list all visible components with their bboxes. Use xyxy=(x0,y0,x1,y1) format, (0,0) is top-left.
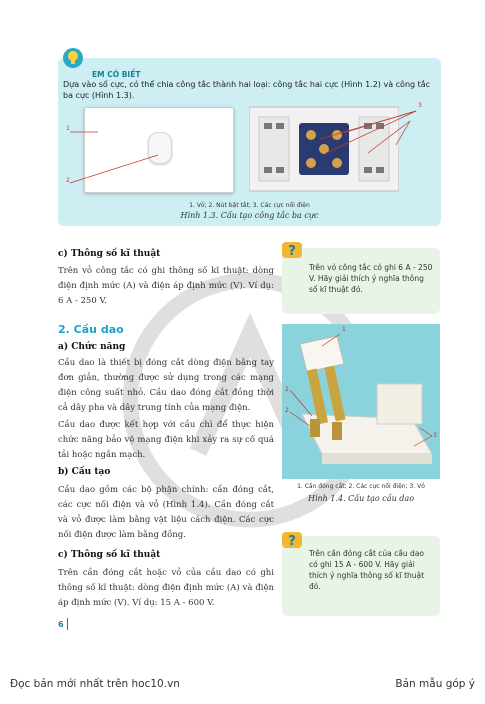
section-2-heading: 2. Cầu dao xyxy=(58,323,124,336)
section-2a-paragraph-2: Cầu dao được kết hợp với cầu chì để thực hiện chức năng bảo vệ mạng điện khi xảy ra sự cố quá tải hoặc ngắn mạch. xyxy=(58,420,274,460)
section-c1-heading: c) Thông số kĩ thuật xyxy=(58,249,161,259)
footer-right-text: Bản mẫu góp ý xyxy=(395,678,475,690)
question-icon xyxy=(282,242,302,260)
question-callout-1-text: Trên vỏ công tắc có ghi 6 A - 250 V. Hãy giải thích ý nghĩa thông số kĩ thuật đó. xyxy=(309,263,433,294)
knife-switch-photo xyxy=(282,324,440,479)
figure2-label-1: 1 xyxy=(342,326,346,333)
info-box-text: Dựa vào số cực, có thể chia công tắc thành hai loại: công tắc hai cực (Hình 1.2) và công tắc ba cực (Hình 1.3). xyxy=(63,80,431,100)
footer-left-text: Đọc bản mới nhất trên hoc10.vn xyxy=(10,678,180,690)
figure1-label-3: 3 xyxy=(418,102,422,109)
section-2c-heading: c) Thông số kĩ thuật xyxy=(58,550,161,560)
section-c1-text: Trên vỏ công tắc có ghi thông số kĩ thuật: dòng điện định mức (A) và điện áp định mức (V). Ví dụ: 6 A - 250 V. xyxy=(58,266,274,306)
figure2-label-2b: 2 xyxy=(285,407,289,414)
svg-text:?: ? xyxy=(288,534,296,549)
figure1-label-1: 1 xyxy=(66,125,70,132)
figure2-label-3: 3 xyxy=(433,432,437,439)
figure1-title: Hình 1.3. Cấu tạo công tắc ba cực xyxy=(180,211,319,220)
figure2-caption: 1. Cần đóng cắt; 2. Các cực nối điện; 3. Vỏ xyxy=(297,483,425,490)
figure2-label-2a: 2 xyxy=(285,386,289,393)
figure1-caption: 1. Vỏ; 2. Nút bật tắt; 3. Các cực nối điện xyxy=(189,202,310,209)
svg-text:?: ? xyxy=(288,244,296,259)
section-2b-text: Cầu dao gồm các bộ phận chính: cần đóng cắt, các cực nối điện và vỏ (Hình 1.4). Cần đóng cắt và vỏ được làm bằng vật liệu cách điện. Các cực nối điện được làm bằng đồng. xyxy=(58,485,274,540)
page-number: 6 xyxy=(58,620,64,629)
figure2-title: Hình 1.4. Cấu tạo cầu dao xyxy=(307,494,415,503)
section-2a-paragraph-1: Cầu dao là thiết bị đóng cắt dòng điện bằng tay đơn giản, thường được sử dụng trong các mạng điện công suất nhỏ. Cầu dao đóng cắt đồng thời cả dây pha và dây trung tính của mạng điện. xyxy=(58,358,274,413)
figure1-label-2: 2 xyxy=(66,177,70,184)
info-box-title: EM CÓ BIẾT xyxy=(92,70,141,79)
question-icon xyxy=(282,532,302,550)
section-2a-heading: a) Chức năng xyxy=(58,342,126,352)
page-number-divider xyxy=(67,618,68,630)
lightbulb-icon xyxy=(62,47,84,69)
question-callout-2-text: Trên cần đóng cắt của cầu dao có ghi 15 A - 600 V. Hãy giải thích ý nghĩa thông số kĩ thuật đó. xyxy=(309,549,425,591)
figure1-leader-lines xyxy=(58,95,441,200)
section-2b-heading: b) Cấu tạo xyxy=(58,467,111,477)
section-2c-text: Trên cần đóng cắt hoặc vỏ của cầu dao có ghi thông số kĩ thuật: dòng điện định mức (A) và điện áp định mức (V). Ví dụ: 15 A - 600 V. xyxy=(58,568,274,608)
